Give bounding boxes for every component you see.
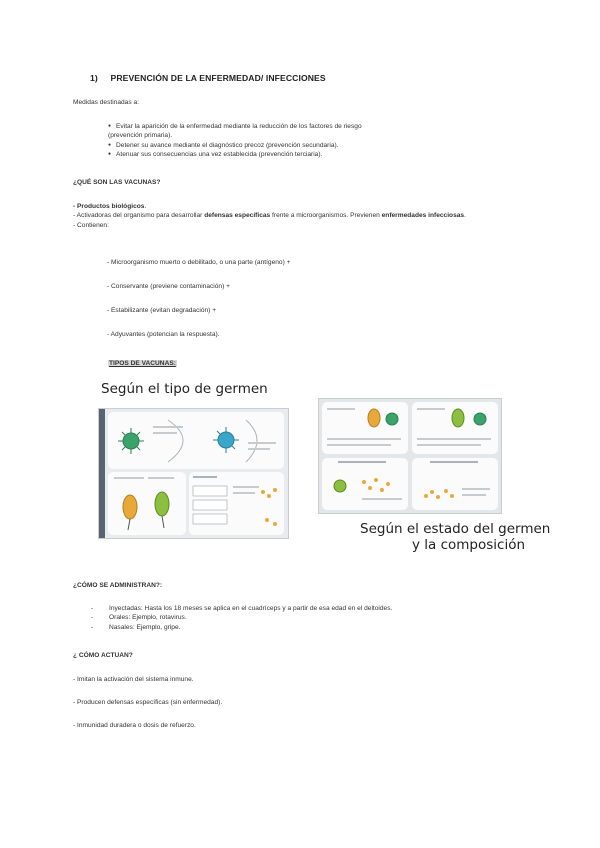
measures-list — [108, 122, 408, 160]
contents-item: - Estabilizante (evitan degradación) + — [107, 307, 217, 314]
toxoid-illustration — [412, 458, 498, 510]
question-how-they-act: ¿ CÓMO ACTUAN? — [73, 652, 133, 659]
question-what-are-vaccines: ¿QUÉ SON LAS VACUNAS? — [73, 179, 161, 186]
list-item: - Nasales: Ejemplo, gripe. — [91, 623, 511, 632]
vaccine-definition — [73, 202, 503, 230]
definition-item: - Productos biológicos. — [73, 203, 147, 210]
composition-diagram — [189, 472, 284, 535]
figure-card-virus — [108, 412, 284, 469]
contents-item: - Conservante (previene contaminación) + — [107, 283, 230, 290]
subunit-illustration — [322, 458, 408, 510]
list-item-continuation: (prevención primaria). — [108, 132, 173, 140]
types-title: TIPOS DE VACUNAS: — [109, 360, 176, 367]
list-item: ● Detener su avance mediante el diagnóstico precoz (prevención secundaria). — [108, 141, 408, 150]
list-item: - Inyectadas: Hasta los 18 meses se aplica en el cuadríceps y a partir de esa edad en el deltoides. — [91, 604, 511, 613]
action-item: - Inmunidad duradera o dosis de refuerzo. — [73, 722, 196, 729]
action-item: - Producen defensas específicas (sin enfermedad). — [73, 699, 223, 706]
live-germ-illustration — [322, 402, 408, 454]
bacteria-illustration — [108, 472, 186, 535]
list-item: ● Atenuar sus consecuencias una vez establecida (prevención terciaria). — [108, 150, 408, 159]
action-item: - Imitan la activación del sistema inmune. — [73, 676, 194, 683]
figure-card-toxoid — [412, 458, 498, 510]
section-number: 1) — [90, 73, 98, 83]
figure-germ-state — [318, 398, 502, 514]
figure-germ-type — [98, 408, 289, 539]
contents-item: - Microorganismo muerto o debilitado, o una parte (antígeno) + — [107, 259, 291, 266]
virus-illustration — [108, 412, 284, 469]
figure-card-table — [189, 472, 284, 535]
section-title: PREVENCIÓN DE LA ENFERMEDAD/ INFECCIONES — [110, 73, 326, 83]
contents-item: - Adyuvantes (potencian la respuesta). — [107, 331, 220, 338]
figure-card-bacteria — [108, 472, 186, 535]
definition-item: - Contienen: — [73, 221, 109, 229]
figure-card-subunit — [322, 458, 408, 510]
figure-card-dead — [412, 402, 498, 454]
dead-germ-illustration — [412, 402, 498, 454]
section-heading — [90, 73, 326, 83]
caption-germ-type: Según el tipo de germen — [101, 381, 268, 397]
list-item: ● Evitar la aparición de la enfermedad mediante la reducción de los factores de riesgo — [108, 122, 408, 131]
figure-card-live — [322, 402, 408, 454]
question-administration: ¿CÓMO SE ADMINISTRAN?: — [73, 582, 163, 589]
administration-list — [91, 604, 511, 632]
caption-composition: y la composición — [412, 537, 526, 553]
intro-text: Medidas destinadas a: — [73, 99, 139, 106]
caption-germ-state: Según el estado del germen — [360, 521, 551, 537]
figure-sidebar — [99, 409, 105, 538]
definition-item: - Activadoras del organismo para desarrollar defensas específicas frente a microorganismos. Previenen enfermedades infecciosas. — [73, 212, 466, 220]
list-item: - Orales: Ejemplo, rotavirus. — [91, 613, 511, 622]
